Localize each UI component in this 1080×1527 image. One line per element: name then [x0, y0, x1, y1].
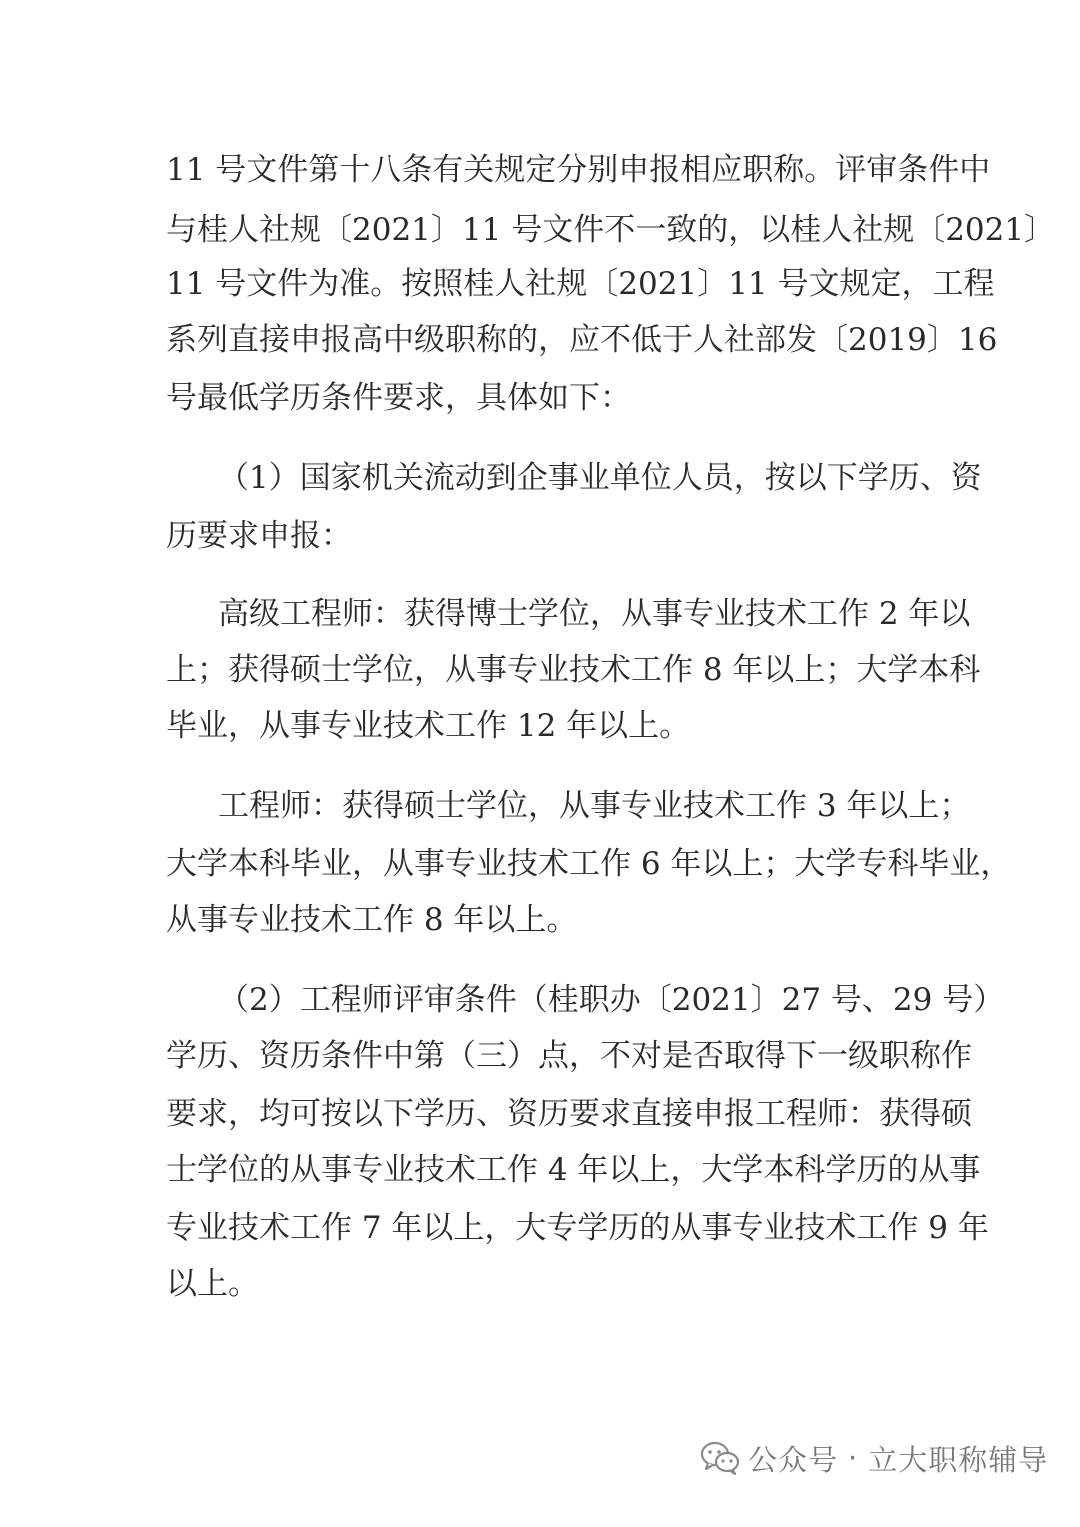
paragraph-4-line-2: 大学本科毕业，从事专业技术工作 6 年以上；大学专科毕业，	[166, 846, 1012, 882]
paragraph-3-line-1: 高级工程师：获得博士学位，从事专业技术工作 2 年以	[218, 596, 971, 632]
wechat-icon	[700, 1441, 740, 1475]
paragraph-1-line-5: 号最低学历条件要求，具体如下：	[166, 380, 631, 416]
paragraph-4-line-3: 从事专业技术工作 8 年以上。	[166, 902, 578, 938]
paragraph-1-line-2: 与桂人社规〔2021〕11 号文件不一致的，以桂人社规〔2021〕	[166, 212, 1056, 248]
paragraph-5-line-2: 学历、资历条件中第（三）点，不对是否取得下一级职称作	[166, 1038, 972, 1074]
paragraph-1-line-4: 系列直接申报高中级职称的，应不低于人社部发〔2019〕16	[166, 322, 998, 358]
paragraph-5-line-1: （2）工程师评审条件（桂职办〔2021〕27 号、29 号）	[218, 982, 1005, 1018]
paragraph-5-line-4: 士学位的从事专业技术工作 4 年以上，大学本科学历的从事	[166, 1152, 981, 1188]
paragraph-1-line-1: 11 号文件第十八条有关规定分别申报相应职称。评审条件中	[166, 152, 991, 188]
paragraph-5-line-6: 以上。	[166, 1266, 259, 1302]
paragraph-2-line-1: （1）国家机关流动到企事业单位人员，按以下学历、资	[218, 460, 982, 496]
paragraph-4-line-1: 工程师：获得硕士学位，从事专业技术工作 3 年以上；	[218, 788, 971, 824]
paragraph-3-line-3: 毕业，从事专业技术工作 12 年以上。	[166, 708, 691, 744]
watermark-prefix: 公众号	[748, 1442, 839, 1477]
paragraph-5-line-5: 专业技术工作 7 年以上，大专学历的从事专业技术工作 9 年	[166, 1210, 989, 1246]
paragraph-5-line-3: 要求，均可按以下学历、资历要求直接申报工程师：获得硕	[166, 1096, 972, 1132]
paragraph-1-line-3: 11 号文件为准。按照桂人社规〔2021〕11 号文规定，工程	[166, 266, 995, 302]
watermark	[700, 1436, 1048, 1480]
watermark-separator: ·	[848, 1441, 859, 1475]
paragraph-2-line-2: 历要求申报：	[166, 518, 352, 554]
paragraph-3-line-2: 上；获得硕士学位，从事专业技术工作 8 年以上；大学本科	[166, 652, 981, 688]
watermark-account-name: 立大职称辅导	[868, 1442, 1049, 1477]
